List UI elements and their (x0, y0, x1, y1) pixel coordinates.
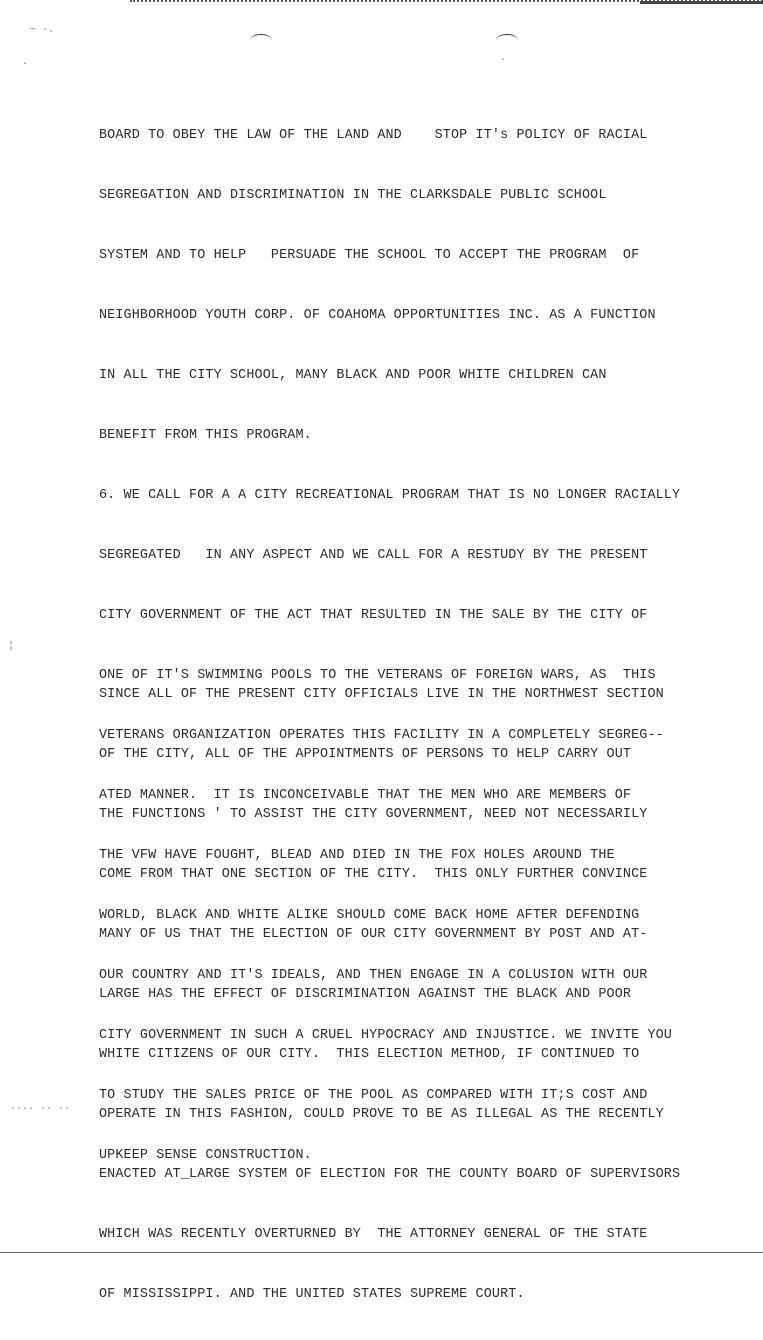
text-line: ENACTED AT_LARGE SYSTEM OF ELECTION FOR THE COUNTY BOARD OF SUPERVISORS (99, 1167, 681, 1182)
text-line: THE VFW HAVE FOUGHT, BLEAD AND DIED IN THE FOX HOLES AROUND THE (99, 848, 615, 863)
scan-speck: · (500, 55, 507, 66)
text-line: NEIGHBORHOOD YOUTH CORP. OF COAHOMA OPPORTUNITIES INC. AS A FUNCTION (99, 308, 656, 323)
text-line: MANY OF US THAT THE ELECTION OF OUR CITY GOVERNMENT BY POST AND AT- (99, 927, 648, 942)
text-line: VETERANS ORGANIZATION OPERATES THIS FACILITY IN A COMPLETELY SEGREG-- (99, 728, 664, 743)
text-line: ATED MANNER. IT IS INCONCEIVABLE THAT THE MEN WHO ARE MEMBERS OF (99, 788, 632, 803)
text-line: OUR COUNTRY AND IT'S IDEALS, AND THEN ENGAGE IN A COLUSION WITH OUR (99, 968, 648, 983)
text-line: WHICH WAS RECENTLY OVERTURNED BY THE ATTORNEY GENERAL OF THE STATE (99, 1227, 648, 1242)
text-line: TO STUDY THE SALES PRICE OF THE POOL AS COMPARED WITH IT;S COST AND (99, 1088, 648, 1103)
text-line: UPKEEP SENSE CONSTRUCTION. (99, 1148, 312, 1163)
page-top-edge-dark (640, 1, 763, 4)
text-line: ONE OF IT'S SWIMMING POOLS TO THE VETERANS OF FOREIGN WARS, AS THIS (99, 668, 656, 683)
text-line: WORLD, BLACK AND WHITE ALIKE SHOULD COME BACK HOME AFTER DEFENDING (99, 908, 640, 923)
text-line: IN ALL THE CITY SCHOOL, MANY BLACK AND POOR WHITE CHILDREN CAN (99, 368, 607, 383)
text-line: BENEFIT FROM THIS PROGRAM. (99, 428, 312, 443)
scan-speck: · (22, 59, 29, 70)
text-line: SYSTEM AND TO HELP PERSUADE THE SCHOOL TO ACCEPT THE PROGRAM OF (99, 248, 640, 263)
text-line: CITY GOVERNMENT OF THE ACT THAT RESULTED IN THE SALE BY THE CITY OF (99, 608, 648, 623)
text-line: WHITE CITIZENS OF OUR CITY. THIS ELECTION METHOD, IF CONTINUED TO (99, 1047, 640, 1062)
text-line: OF MISSISSIPPI. AND THE UNITED STATES SUPREME COURT. (99, 1287, 525, 1302)
text-line: SEGREGATION AND DISCRIMINATION IN THE CLARKSDALE PUBLIC SCHOOL (99, 188, 607, 203)
text-line: SEGREGATED IN ANY ASPECT AND WE CALL FOR A RESTUDY BY THE PRESENT (99, 548, 648, 563)
text-line: THE FUNCTIONS ' TO ASSIST THE CITY GOVERNMENT, NEED NOT NECESSARILY (99, 807, 648, 822)
text-line: BOARD TO OBEY THE LAW OF THE LAND AND STOP IT's POLICY OF RACIAL (99, 128, 648, 143)
text-line: COME FROM THAT ONE SECTION OF THE CITY. THIS ONLY FURTHER CONVINCE (99, 867, 648, 882)
text-line: SINCE ALL OF THE PRESENT CITY OFFICIALS LIVE IN THE NORTHWEST SECTION (99, 687, 664, 702)
text-line: LARGE HAS THE EFFECT OF DISCRIMINATION AGAINST THE BLACK AND POOR (99, 987, 632, 1002)
scan-speck: ¦ (8, 641, 15, 652)
paragraph-officials (99, 650, 759, 1340)
page-hole-mark-right (496, 34, 518, 47)
text-line: CITY GOVERNMENT IN SUCH A CRUEL HYPOCRACY AND INJUSTICE. WE INVITE YOU (99, 1028, 672, 1043)
text-line: OF THE CITY, ALL OF THE APPOINTMENTS OF PERSONS TO HELP CARRY OUT (99, 747, 632, 762)
scan-speck: .... .. .. (10, 1102, 71, 1113)
text-line: OPERATE IN THIS FASHION, COULD PROVE TO BE AS ILLEGAL AS THE RECENTLY (99, 1107, 664, 1122)
page-bottom-edge (0, 1252, 763, 1253)
text-line: 6. WE CALL FOR A A CITY RECREATIONAL PROGRAM THAT IS NO LONGER RACIALLY (99, 488, 681, 503)
scan-speck: ~ -. (30, 25, 55, 36)
page-hole-mark-left (250, 34, 272, 47)
